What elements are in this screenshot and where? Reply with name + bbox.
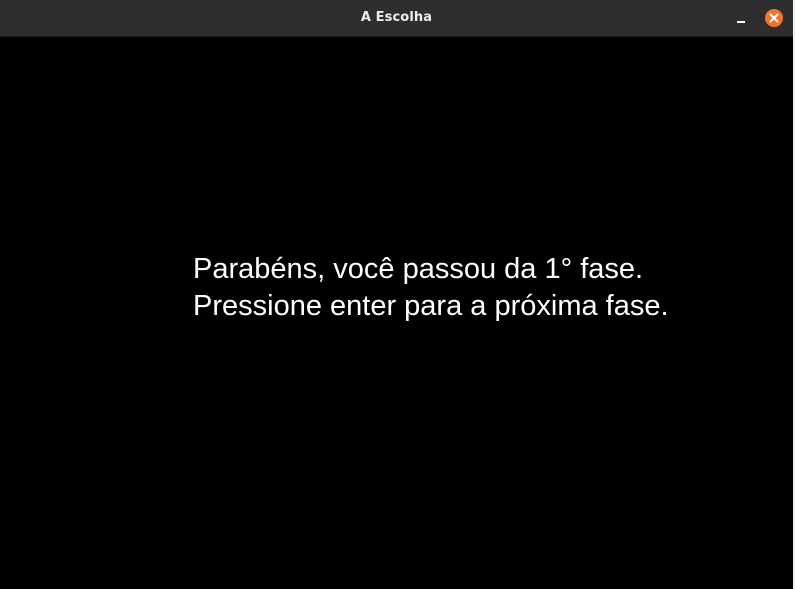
phase-complete-message: [193, 251, 669, 325]
window-title: A Escolha: [360, 10, 433, 25]
message-line-2: Pressione enter para a próxima fase.: [193, 290, 669, 322]
minimize-icon: [737, 21, 745, 23]
close-icon: [769, 13, 779, 23]
close-button[interactable]: [765, 9, 783, 27]
message-line-1: Parabéns, você passou da 1° fase.: [193, 253, 644, 285]
title-bar[interactable]: [0, 0, 793, 37]
minimize-button[interactable]: [732, 10, 750, 28]
